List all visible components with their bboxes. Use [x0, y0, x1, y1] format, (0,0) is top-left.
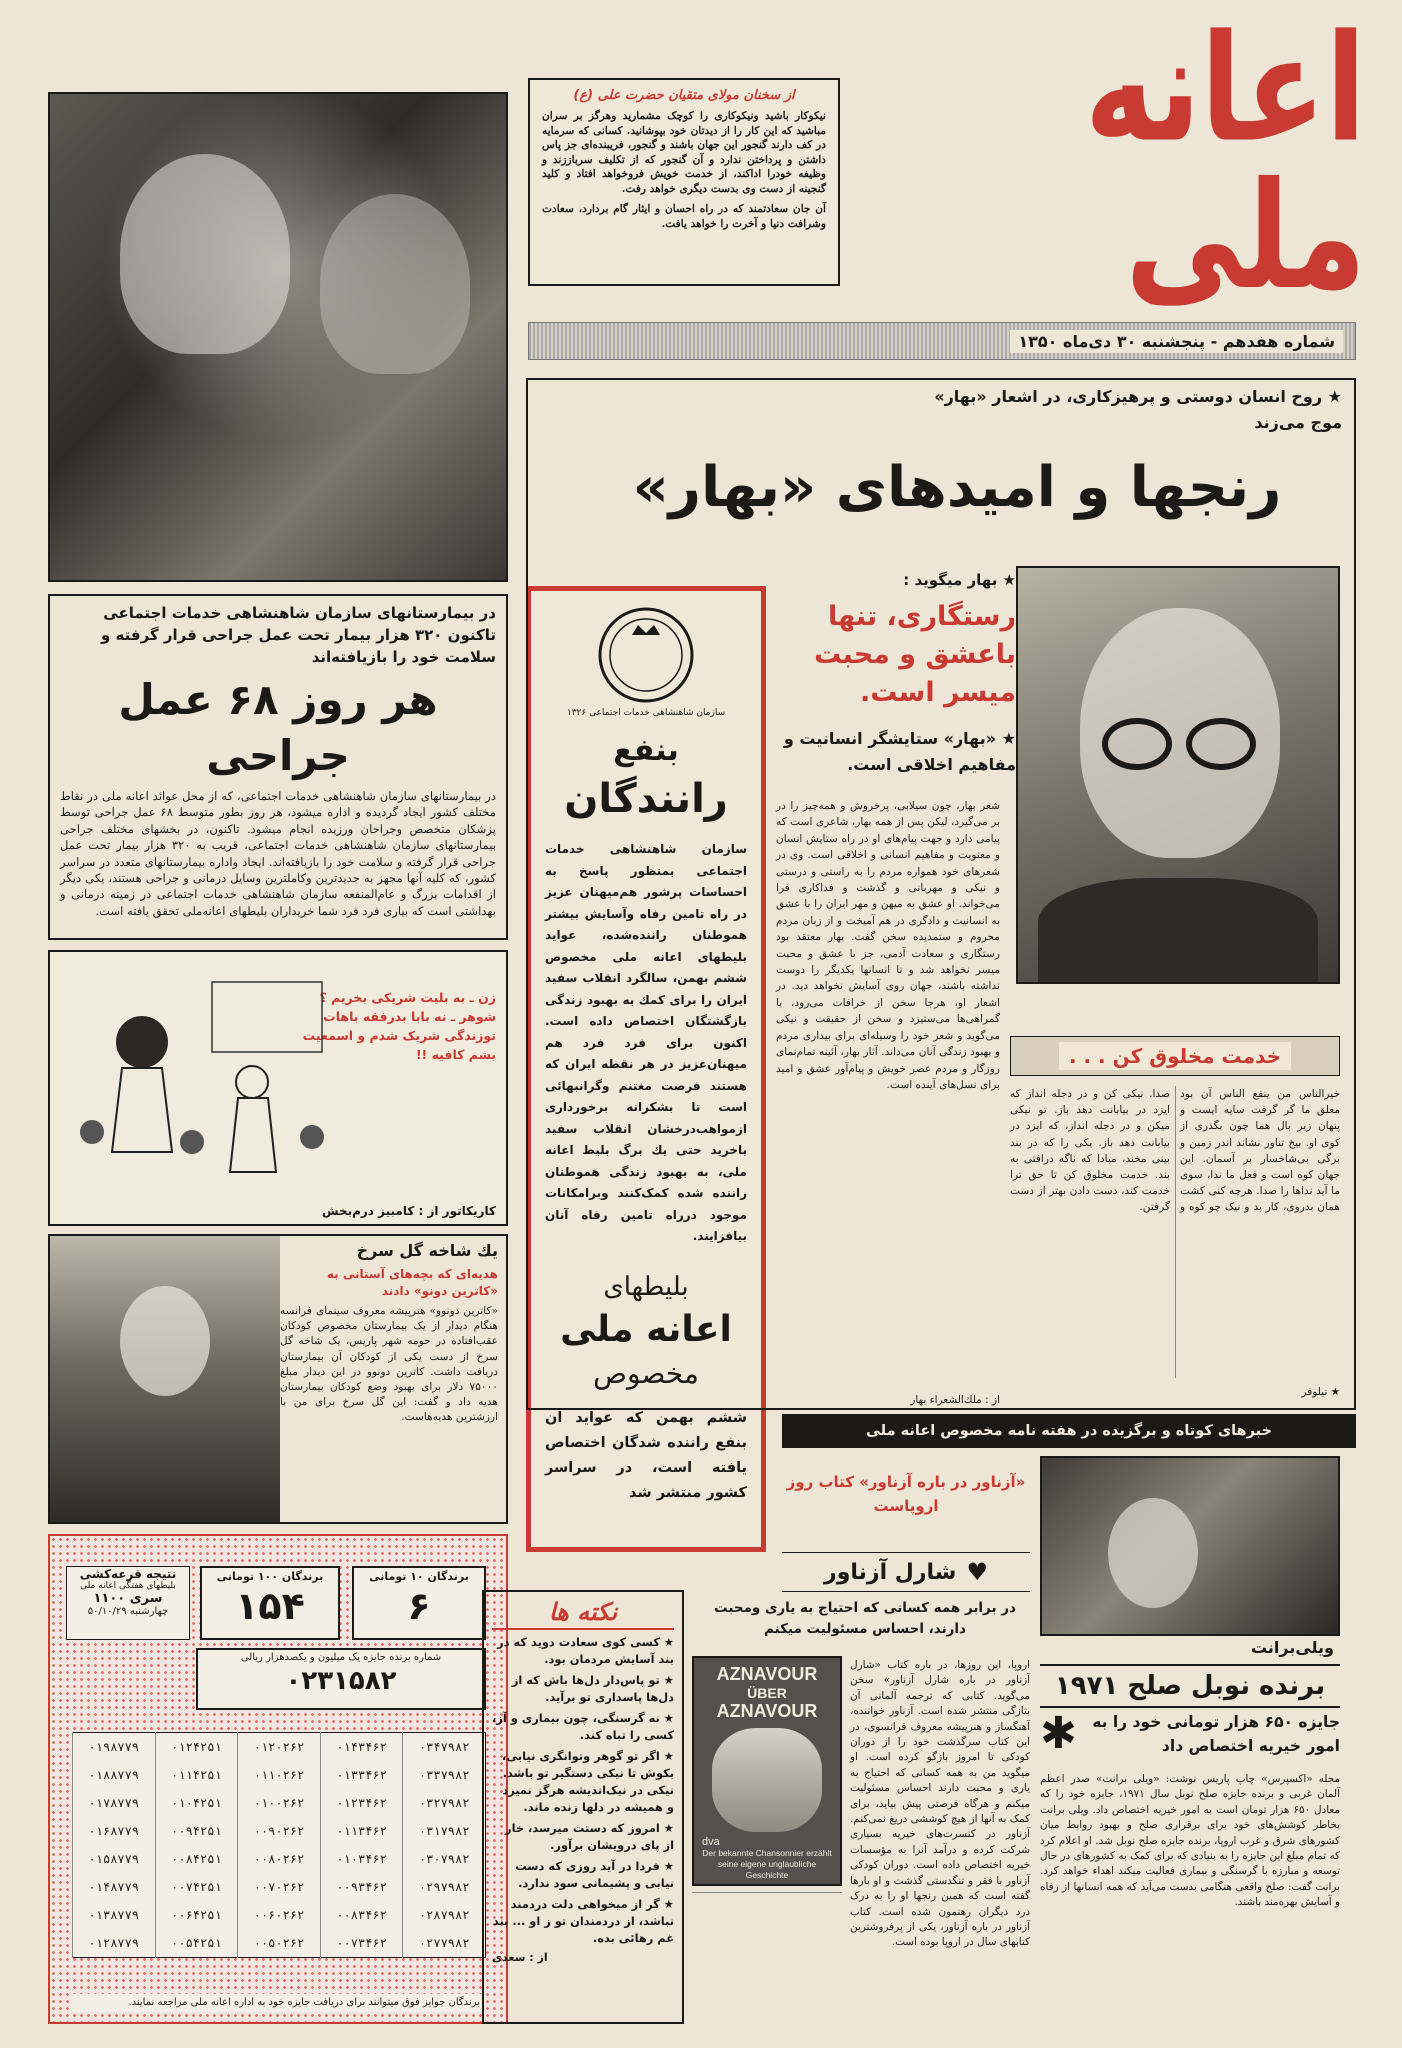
bahar-sub: ★ «بهار» ستایشگر انسانیت و مفاهیم اخلاقی است.	[783, 729, 1016, 774]
lottery-number: ۰۳۲۷۹۸۲	[403, 1789, 486, 1817]
nokteha-list	[492, 1634, 674, 1947]
series-label: سری ۱۱۰۰	[93, 1591, 163, 1606]
lottery-row	[73, 1873, 486, 1901]
lottery-number: ۰۳۳۷۹۸۲	[403, 1761, 486, 1789]
lottery-number: ۰۱۳۸۷۷۹	[73, 1901, 156, 1929]
draw-label: نتیجه قرعه‌کشی	[79, 1567, 177, 1581]
bahar-says-block	[776, 568, 1016, 778]
lottery-number: ۰۰۹۳۴۶۲	[320, 1873, 403, 1901]
lottery-number: ۰۰۷۳۴۶۲	[320, 1929, 403, 1958]
lottery-number: ۰۱۰۰۲۶۲	[238, 1789, 321, 1817]
lottery-number: ۰۰۶۴۲۵۱	[155, 1901, 238, 1929]
nobel-subhead-row	[1040, 1710, 1340, 1758]
draw-info	[66, 1566, 190, 1640]
nokteha-item: ★ کسی کوی سعادت دوید که در بند آسایش مردمان بود.	[497, 1635, 674, 1666]
brandt-face	[1108, 1498, 1198, 1608]
lottery-numbers-table	[72, 1732, 486, 1958]
aznavour-subhead: «آزناور در باره آزناور» کتاب روز اروپاست	[786, 1473, 1026, 1515]
surgeon-silhouette	[120, 154, 290, 354]
lottery-number: ۰۰۹۰۲۶۲	[238, 1817, 321, 1845]
poster-line-1: بنفع	[613, 733, 679, 768]
masthead-title: اعانه ملی	[1084, 2, 1366, 322]
lottery-number: ۰۲۸۷۹۸۲	[403, 1901, 486, 1929]
asterisk-icon: ✱	[1040, 1708, 1077, 1759]
issue-line: شماره هفدهم - پنجشنبه ۳۰ دی‌ماه ۱۳۵۰	[1010, 330, 1343, 353]
draw-date: چهارشنبه ۵۰/۱۰/۲۹	[87, 1606, 169, 1617]
poster-line-2: رانندگان	[564, 776, 728, 822]
heart-icon: ♥	[966, 1558, 988, 1586]
lottery-number: ۰۰۷۰۲۶۲	[238, 1873, 321, 1901]
tickets-line-2: اعانه ملی	[560, 1308, 732, 1350]
winners-100-label: برندگان ۱۰۰ تومانی	[216, 1570, 324, 1583]
lottery-number: ۰۰۶۰۲۶۲	[238, 1901, 321, 1929]
tickets-line-1: بلیطهای	[603, 1271, 689, 1302]
nokteha-item: ★ نه گرسنگی، چون بیماری و آز، کسی را تباه کند.	[491, 1711, 674, 1742]
cover-title-1: AZNAVOUR	[716, 1664, 818, 1684]
lottery-number: ۰۱۰۳۴۶۲	[320, 1845, 403, 1873]
winners-10-box	[352, 1566, 486, 1640]
nokteha-item: ★ تو پاس‌دار دل‌ها باش که از دل‌ها پاسداری تو برآید.	[511, 1673, 674, 1704]
lottery-number: ۰۱۹۸۷۷۹	[73, 1733, 156, 1762]
deneuve-photo	[50, 1236, 280, 1522]
lottery-row	[73, 1789, 486, 1817]
lottery-number: ۰۱۶۸۷۷۹	[73, 1817, 156, 1845]
lottery-number: ۰۱۳۳۴۶۲	[320, 1761, 403, 1789]
rose-subhead: هدیه‌ای که بچه‌های آستانی به «کاترین دونو» دادند	[326, 1267, 498, 1298]
nobel-body: مجله «اکسپرس» چاپ پاریس نوشت: «ویلی برانت» صدر اعظم آلمان غربی و برنده جایزه صلح نوبل سال ۱۹۷۱، جایزه خود را که معادل ۶۵۰ هزار تومان است به امور خیریه اختصاص داد. ویلی برانت بخاطر کوشش‌های خود برای برقراری صلح و بهبود روابط میان کشورهای شرق و غرب اروپا، برنده جایزه صلح نوبل شد. او اعلام کرد که تمام مبلغ این جایزه را به بنیادی که برای کمک به کشورهای در حال توسعه و مبارزه با گرسنگی و بیماری فعالیت میکند اهداء خواهد کرد. برانت گفت: صلح واقعی هنگامی بدست می‌آید که همه انسانها از رفاه و آسایش بهره‌مند باشند.	[1040, 1773, 1340, 1909]
lottery-number: ۰۰۵۴۲۵۱	[155, 1929, 238, 1958]
portrait-suit	[1038, 878, 1318, 984]
nokteha-box	[482, 1590, 684, 2024]
bahar-body: شعر بهار، چون سیلابی، پرخروش و همه‌چیز را در بر می‌گیرد، لیکن پس از همه بهار، شاعری است که پیامی دارد و جهت پیام‌های او در راه ستایش انسان و معنویت و مفاهیم انسانی و اخلاقی است. وی در شعرهای خود همواره مردم را به راستی و درستی و نیکی و مهربانی و گذشت و فداکاری فرا می‌خواند. او عشق به میهن و مهر ایران را با عشق به انسانیت و دادگری در هم آمیخت و از زبان مردم محروم و ستمدیده سخن گفت. بهار معتقد بود رستگاری و سعادت آدمی، جز با عشق و محبت میسر نخواهد شد و تا انسانها یکدیگر را دوست نداشته باشند، جهان روی آسایش نخواهد دید. در اشعار او، هرجا سخن از خرافات می‌رود، با گمراهی‌ها می‌ستیزد و سخن از حقیقت و نیکی می‌گوید و شعر خود را وسیله‌ای برای بیداری مردم و بهبود زندگی آنان می‌داند. آثار بهار، آئینه تمام‌نمای روزگار و مردم عصر خویش و پیام‌آور عشق و امید برای نسل‌های آینده است.	[776, 800, 1000, 1091]
aznavour-intro: در برابر همه کسانی که احتیاج به یاری ومحبت دارند، احساس مسئولیت میکنم	[714, 1600, 1016, 1637]
news-section-title: خبرهای کوتاه و برگزیده در هفته نامه مخصوص اعانه ملی	[866, 1423, 1272, 1439]
bahar-portrait	[1016, 566, 1340, 984]
quote-box-paragraph-1: نیکوکار باشید ونیکوکاری را کوچک مشمارید وهرگز بر سران مباشید که این کار را از دیدتان خود بپوشانید. کسانی که سرمایه در کف دارند گنجور این جهان باشند و گنجور، فریبنده‌ای جز پاس داشتن و پرداختن ندارد و آن گنجور که از تکلیف سرباززند و وظیفه خودرا اداکند، از خدمت خویش فروخواهد افتاد و کلید گنجینه از دست وی بدست دیگری خواهد رفت.	[542, 110, 826, 195]
bahar-says: ★ بهار میگوید :	[903, 571, 1016, 589]
aznavour-body-lower	[692, 1892, 842, 2012]
lottery-number: ۰۱۱۳۴۶۲	[320, 1817, 403, 1845]
brandt-photo	[1040, 1456, 1340, 1636]
rose-article	[48, 1234, 508, 1524]
bahar-kicker: ★ روح انسان دوستی و پرهیزکاری، در اشعار «بهار» موج می‌زند	[934, 387, 1342, 432]
surgery-body: در بیمارستانهای سازمان شاهنشاهی خدمات اجتماعی، که از محل عوائد اعانه ملی در نقاط مختلف کشور ایجاد گردیده و اداره میشود، هر روز بطور متوسط ۶۸ عمل جراحی توسط پزشکان متخصص وجراحان ورزیده انجام میشود. تاکنون، در بخشهای مختلف جراحی بیمارستانهای سازمان شاهنشاهی خدمات اجتماعی، قریب به ۳۲۰ هزار بیمار تحت عمل جراحی قرار گرفته و سلامت خود را بازیافته‌اند. ایجاد واداره بیمارستانهای متعدد در سراسر کشور، که کلیه آنها مجهز به جدیدترین وکاملترین وسایل درمانی و جراحی هستند، یکی دیگر از اقدامات بزرگ و عام‌المنفعه سازمان شاهنشاهی خدمات اجتماعی در زمینه درمانی و بهداشتی است که بیاری فرد فرد شما خریداران بلیطهای اعانه‌ملی تحقق یافته است.	[60, 789, 496, 918]
nobel-subhead: جایزه ۶۵۰ هزار تومانی خود را به امور خیریه اختصاص داد	[1092, 1713, 1340, 1755]
lottery-row	[73, 1845, 486, 1873]
cover-title-2: ÜBER	[747, 1685, 787, 1701]
cartoon-woman-head	[116, 1016, 168, 1068]
grand-prize-box	[196, 1648, 486, 1710]
lottery-number: ۰۱۷۸۷۷۹	[73, 1789, 156, 1817]
rose-headline: یك شاخه گل سرخ	[356, 1241, 498, 1260]
tickets-line-3: مخصوص	[593, 1356, 699, 1390]
grand-label: شماره برنده جایزه یک میلیون و یکصدهزار ریالی	[240, 1652, 442, 1663]
winners-100-box	[200, 1566, 340, 1640]
bahar-headline: رنجها و امیدهای «بهار»	[632, 455, 1282, 520]
brandt-caption: ویلی‌برانت	[1250, 1638, 1334, 1657]
lottery-number: ۰۰۸۳۴۶۲	[320, 1901, 403, 1929]
lottery-number: ۰۰۵۰۲۶۲	[238, 1929, 321, 1958]
khedmat-title: خدمت مخلوق کن . . .	[1059, 1042, 1291, 1070]
nobel-headline: برنده نوبل صلح ۱۹۷۱	[1040, 1664, 1340, 1708]
lottery-footnote: برندگان جوایز فوق میتوانند برای دریافت جایزه خود به اداره اعانه ملی مراجعه نمایند.	[72, 1994, 484, 2012]
cartoon-woman-body	[112, 1068, 172, 1152]
surgery-caption: در بیمارستانهای سازمان شاهنشاهی خدمات اجتماعی تاکنون ۳۲۰ هزار بیمار تحت عمل جراحی قرار گرفته و سلامت خود را بازیافته‌اند	[100, 604, 496, 666]
lottery-number: ۰۰۷۴۲۵۱	[155, 1873, 238, 1901]
khedmat-poem: خیرالناس من ینفع الناس آن بود معلق ما گر گرفت سایه ایست و پنهان زیر بال هما چون بگذری از کوی او. بیخ تناور نشاند اندر زمین و برگی بی‌شاخسار بر آسمان. این جهان کوه است و فعل ما ندا، سوی ما آید نداها را صدا. هرچه کنی کشت همان بدروی، کار بد و نیک چو کوه و صدا. نیکی کن و در دجله انداز که ایزد در بیابانت دهد باز. تو نیکی میکن و در دجله انداز، که ایزد در بیابانت دهد باز. یکی را که در بند بینی مخند، مبادا که ناگه درافتی به بند. خدمت مخلوق کن تا حق ترا خدمت کند، دست دادن بهتر از دست گرفتن.	[1010, 1088, 1340, 1214]
bahar-body-2	[780, 1388, 1000, 1404]
lottery-number: ۰۱۲۴۲۵۱	[155, 1733, 238, 1762]
nokteha-item: ★ اگر تو گوهر وتوانگری نیابی، بکوش تا نیکی دستگیر تو باشد. نیکی در نیک‌اندیشه هرگز نمیرد و همیشه در دلها زنده ماند.	[502, 1749, 674, 1814]
lottery-number: ۰۱۰۴۲۵۱	[155, 1789, 238, 1817]
lottery-number: ۰۱۱۴۲۵۱	[155, 1761, 238, 1789]
news-section-bar	[782, 1414, 1356, 1448]
cover-portrait	[712, 1728, 822, 1832]
lottery-number: ۰۳۴۷۹۸۲	[403, 1733, 486, 1762]
cartoon-caption: زن ـ به بلیت شریکی بخریم ؟ شوهر ـ نه بابا بدرفقه باهات توزندگی شریک شدم و اسمعیت بشم کافیه !!	[302, 990, 496, 1062]
cartoon-child-head	[80, 1120, 104, 1144]
lottery-row	[73, 1901, 486, 1929]
surgeon-silhouette	[320, 194, 470, 374]
cover-line: Der bekannte Chansonnier erzählt seine eigene unglaubliche Geschichte	[702, 1848, 832, 1880]
lottery-number: ۰۱۱۰۲۶۲	[238, 1761, 321, 1789]
bahar-quote: رستگاری، تنها باعشق و محبت میسر است.	[814, 601, 1016, 708]
aznavour-name: شارل آزناور	[824, 1559, 957, 1585]
aznavour-name-row	[782, 1552, 1030, 1592]
cover-brand: dva	[702, 1836, 720, 1848]
khedmat-title-bar	[1010, 1036, 1340, 1076]
portrait-glasses	[1186, 718, 1256, 770]
lottery-row	[73, 1733, 486, 1762]
winners-100-value: ۱۵۴	[235, 1584, 305, 1628]
lottery-number: ۰۰۸۴۲۵۱	[155, 1845, 238, 1873]
cartoon-child-head	[300, 1125, 324, 1149]
winners-10-label: برندگان ۱۰ تومانی	[369, 1570, 469, 1583]
lottery-number: ۰۳۰۷۹۸۲	[403, 1845, 486, 1873]
cover-title-3: AZNAVOUR	[716, 1701, 818, 1721]
portrait-glasses	[1102, 718, 1172, 770]
lottery-number: ۰۱۲۰۲۶۲	[238, 1733, 321, 1762]
quote-box	[528, 78, 840, 286]
cartoon-child-head	[180, 1130, 204, 1154]
surgery-article	[48, 594, 508, 940]
aznavour-body: اروپا، این روزها، در باره کتاب «شارل آزناور در باره شارل آزناور» سخن می‌گوید. کتابی که ترجمه آلمانی آن بتازگی منتشر شده است. آزناور خواننده، آهنگساز و هنرپیشه معروف فرانسوی، در این کتاب سرگذشت خود را از دوران کودکی تا امروز بازگو کرده است. او میگوید من به همه کسانی که احتیاج به یاری و محبت دارند احساس مسئولیت میکنم و هرگاه فرصتی پیش بیاید، برای کمک به آنها از هیچ کوششی دریغ نمی‌کنم. آزناور در کنسرت‌های خیریه بسیاری شرکت کرده و درآمد آنرا به مؤسسات خیریه اختصاص داده است. دوران کودکی آزناور با فقر و تنگدستی گذشت و او بارها گفته است که همین رنجها او را به درک درد دیگران رهنمون شده است. کتاب آزناور در باره آزناور، یکی از پرفروشترین کتابهای سال در اروپا بوده است.	[850, 1659, 1030, 1949]
lottery-number: ۰۱۵۸۷۷۹	[73, 1845, 156, 1873]
lottery-number: ۰۱۲۳۴۶۲	[320, 1789, 403, 1817]
lottery-number: ۰۲۹۷۹۸۲	[403, 1873, 486, 1901]
masthead-logo	[1076, 2, 1366, 322]
winners-10-value: ۶	[407, 1584, 431, 1628]
cartoon-drawing	[62, 972, 342, 1192]
cartoon-box	[48, 950, 508, 1226]
surgery-photo	[48, 92, 508, 582]
nokteha-item: ★ گر از میخواهی دلت دردمند نباشد، از دردمندان تو ز او ... بند غم رهائی بده.	[492, 1897, 674, 1945]
lottery-row	[73, 1929, 486, 1958]
nokteha-credit: از : سعدی	[492, 1951, 548, 1964]
poster-footer: ششم بهمن که عواید آن بنفع راننده شدگان اختصاص یافته است، در سراسر کشور منتشر شد	[545, 1409, 747, 1501]
lottery-number: ۰۱۲۸۷۷۹	[73, 1929, 156, 1958]
issue-bar	[528, 322, 1356, 360]
cartoon-building	[212, 982, 322, 1052]
rose-body: «کاترین دونوو» هنرپیشه معروف سینمای فرانسه هنگام دیدار از یک بیمارستان مخصوص کودکان عقب‌افتاده در حومه شهر پاریس، یک شاخه گل سرخ از دست یکی از کودکان آن بیمارستان دریافت داشت. کاترین دونوو در این دیدار مبلغ ۷۵۰۰۰ دلار برای بهبود وضع کودکان بیمارستان هدیه داد و گفت: این گل سرخ برای من با ارزشترین هدیه‌هاست.	[280, 1305, 498, 1424]
nokteha-item: ★ فردا در آید روزی که دست نیابی و پشیمانی سود ندارد.	[515, 1859, 674, 1890]
lottery-row	[73, 1817, 486, 1845]
khedmat-credit: ★ نیلوفر	[1301, 1386, 1340, 1398]
lottery-number: ۰۰۹۴۲۵۱	[155, 1817, 238, 1845]
lottery-box	[48, 1534, 508, 2024]
lottery-number: ۰۰۸۰۲۶۲	[238, 1845, 321, 1873]
grand-value: ۰۲۳۱۵۸۲	[285, 1666, 397, 1696]
lottery-number: ۰۲۷۷۹۸۲	[403, 1929, 486, 1958]
poster-body: سازمان شاهنشاهی خدمات اجتماعی بمنظور پاسخ به احساسات پرشور هم‌میهنان عزیز در راه تامین رفاه وآسایش بیشتر هموطنان راننده‌شده، عواید بلیطهای اعانه ملی مخصوص ششم بهمن، سالگرد انقلاب سفید ایران را برای کمك به بهبود زندگی بازگشتگان اختصاص داده است. اکنون برای فرد فرد هم میهنان‌عزیز در هر نقطه ایران که هستند فرصت مغتنم وگرانبهائی است تا بشکرانه برخورداری ازمواهب‌درخشان انقلاب سفید باخرید حتی یك برگ بلیط اعانه ملی، به بهبود زندگی هموطنان راننده شده کمک‌کنند وبرامکانات موجود درراه تامین رفاه آنان بیافزایند.	[545, 842, 747, 1243]
draw-sub: بلیطهای هفتگی اعانه ملی	[80, 1581, 176, 1591]
quote-box-title: از سخنان مولای متقیان حضرت علی (ع)	[573, 88, 795, 103]
lottery-number: ۰۱۴۳۴۶۲	[320, 1733, 403, 1762]
lottery-number: ۰۱۸۸۷۷۹	[73, 1761, 156, 1789]
nokteha-item: ★ امروز که دستت میرسد، خار از پای درویشان برآور.	[505, 1821, 674, 1852]
cartoon-credit: کاریکاتور از : کامبیز درم‌بخش	[321, 1204, 496, 1218]
surgery-headline: هر روز ۶۸ عمل جراحی	[118, 675, 438, 780]
emblem-text: سازمان شاهنشاهی خدمات اجتماعی ۱۳۲۶	[566, 708, 726, 718]
aznavour-book-cover	[692, 1656, 842, 1886]
cartoon-man-body	[230, 1098, 276, 1172]
quote-box-paragraph-2: آن جان سعادتمند که در راه احسان و ایثار گام بردارد، سعادت وشرافت دنیا و آخرت را خواهد یافت.	[542, 203, 826, 230]
lottery-number: ۰۳۱۷۹۸۲	[403, 1817, 486, 1845]
bahar-credit: از : ملك‌الشعراء بهار	[910, 1394, 1000, 1406]
lottery-row	[73, 1761, 486, 1789]
lottery-number: ۰۱۴۸۷۷۹	[73, 1873, 156, 1901]
nokteha-title: نکته ها	[492, 1596, 674, 1630]
deneuve-face	[120, 1286, 210, 1396]
cartoon-man-head	[236, 1066, 268, 1098]
